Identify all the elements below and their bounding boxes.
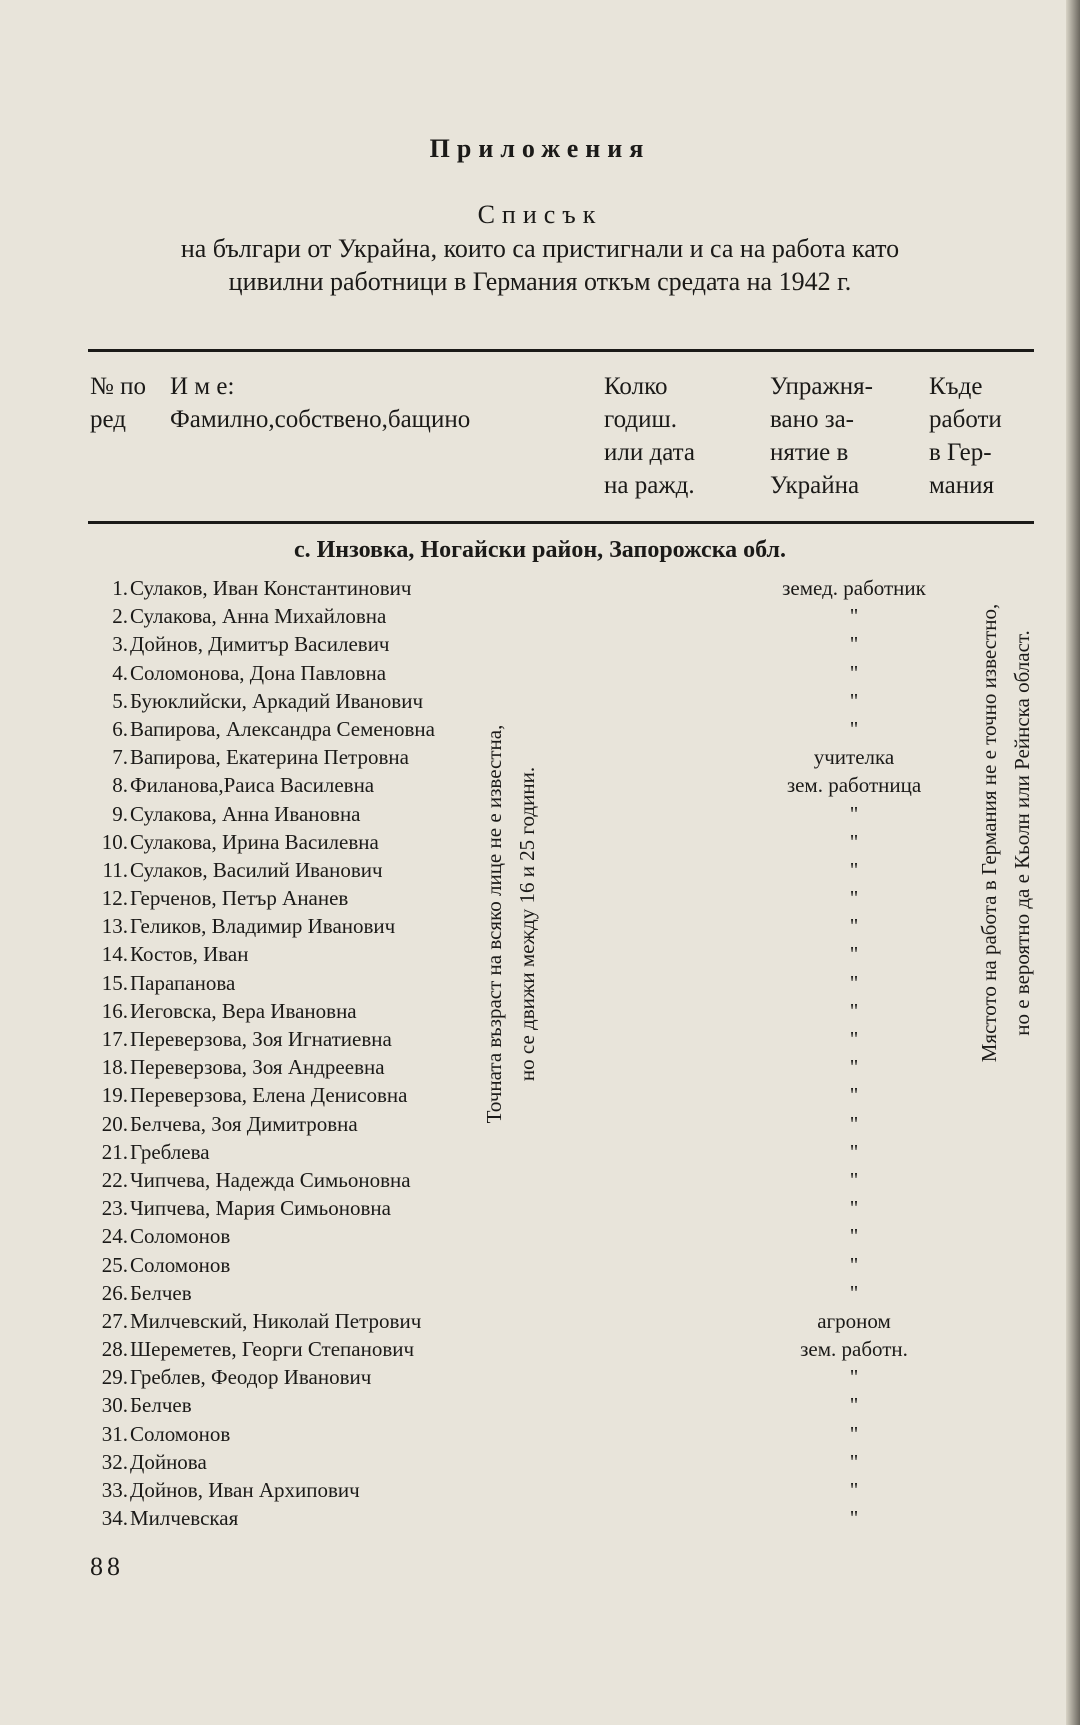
- row-number: 32.: [101, 1449, 128, 1474]
- row-occupation: ": [849, 914, 859, 939]
- row-name: Сулаков, Иван Константинович: [130, 576, 412, 600]
- page-number: 88: [90, 1552, 124, 1581]
- row-number: 2.: [112, 604, 128, 629]
- row-number: 22.: [101, 1167, 128, 1192]
- row-number: 15.: [101, 970, 128, 995]
- row-name: Переверзова, Зоя Андреевна: [130, 1055, 385, 1080]
- row-occupation: ": [849, 1421, 859, 1446]
- row-number: 27.: [101, 1308, 128, 1333]
- row-name: Греблев, Феодор Иванович: [130, 1365, 372, 1390]
- list-row: [84, 1335, 964, 1363]
- list-row: [84, 1476, 964, 1504]
- row-occupation: ": [849, 1196, 859, 1221]
- title-line-2: цивилни работници в Германия откъм средата на 1942 г.: [228, 267, 852, 296]
- row-name: Соломонов: [130, 1224, 231, 1249]
- row-name: Сулакова, Ирина Василевна: [130, 829, 379, 854]
- row-occupation: ": [849, 1280, 859, 1305]
- row-number: 11.: [102, 857, 128, 882]
- title-word: Списък: [477, 200, 603, 229]
- table-rule-top: [88, 349, 1034, 352]
- list-row: [84, 1448, 964, 1476]
- row-number: 28.: [101, 1337, 128, 1362]
- row-occupation: учителка: [813, 745, 895, 770]
- row-number: 12.: [101, 886, 128, 911]
- row-occupation: ": [849, 1449, 859, 1474]
- row-occupation: ": [849, 1506, 859, 1531]
- row-number: 30.: [101, 1393, 128, 1418]
- row-occupation: ": [849, 970, 859, 995]
- row-name: Геликов, Владимир Иванович: [130, 914, 396, 939]
- row-number: 29.: [101, 1365, 128, 1390]
- row-name: Белчев: [130, 1280, 192, 1305]
- row-occupation: ": [849, 1027, 859, 1051]
- col-header-workplace: Къде работи в Гер- мания: [929, 373, 1002, 499]
- row-number: 16.: [101, 998, 128, 1023]
- section-title: с. Инзовка, Ногайски район, Запорожска обл.: [293, 537, 787, 563]
- row-number: 5.: [112, 688, 128, 713]
- row-name: Буюклийски, Аркадий Иванович: [130, 688, 424, 713]
- list-row: [84, 1420, 964, 1448]
- row-number: 3.: [112, 632, 128, 657]
- row-name: Милчевский, Николай Петрович: [130, 1308, 422, 1333]
- row-occupation: земед. работник: [782, 576, 926, 600]
- workplace-note-line-2: но е вероятно да е Кьолн или Рейнска област.: [1010, 630, 1034, 1036]
- row-occupation: ": [849, 1224, 859, 1249]
- row-name: Милчевская: [130, 1506, 239, 1531]
- list-row: [84, 574, 964, 602]
- row-name: Соломонов: [130, 1252, 231, 1277]
- list-row: [84, 1363, 964, 1391]
- row-occupation: ": [849, 801, 859, 826]
- row-occupation: ": [849, 1478, 859, 1502]
- list-row: [84, 1307, 964, 1335]
- row-name: Вапирова, Александра Семеновна: [130, 716, 435, 741]
- row-number: 33.: [101, 1478, 128, 1502]
- row-number: 34.: [101, 1506, 128, 1531]
- row-number: 26.: [101, 1280, 128, 1305]
- row-occupation: ": [849, 632, 859, 657]
- row-name: Чипчева, Мария Симьоновна: [130, 1196, 391, 1221]
- list-row: [84, 1222, 964, 1250]
- row-name: Греблева: [130, 1139, 210, 1164]
- row-number: 10.: [101, 829, 128, 854]
- list-row: [84, 1279, 964, 1307]
- row-number: 9.: [112, 801, 128, 826]
- row-name: Дойнов, Димитър Василевич: [130, 632, 390, 657]
- row-number: 14.: [101, 942, 128, 967]
- row-number: 31.: [101, 1421, 128, 1446]
- page-heading: Приложения: [429, 134, 651, 163]
- row-name: Герченов, Петър Ананев: [130, 886, 349, 911]
- row-occupation: ": [849, 886, 859, 911]
- row-number: 13.: [101, 914, 128, 939]
- row-occupation: агроном: [817, 1308, 891, 1333]
- row-name: Сулакова, Анна Михайловна: [130, 604, 387, 629]
- age-note-line-1: Точната възраст на всяко лице не е известна,: [482, 724, 506, 1124]
- row-occupation: зем. работн.: [800, 1337, 908, 1362]
- age-note: [478, 649, 544, 1199]
- row-occupation: ": [849, 716, 859, 741]
- row-occupation: ": [849, 998, 859, 1023]
- row-occupation: ": [849, 604, 859, 629]
- row-occupation: ": [849, 942, 859, 967]
- row-name: Дойнова: [130, 1449, 207, 1474]
- table-rule-header: [88, 521, 1034, 524]
- row-occupation: ": [849, 1167, 859, 1192]
- col-header-age: Колко годиш. или дата на ражд.: [604, 373, 695, 499]
- row-number: 4.: [112, 660, 128, 685]
- row-occupation: ": [849, 688, 859, 713]
- row-occupation: ": [849, 1393, 859, 1418]
- row-name: Шереметев, Георги Степанович: [130, 1337, 415, 1362]
- col-header-occupation: Упражня- вано за- нятие в Украйна: [770, 373, 873, 499]
- row-name: Дойнов, Иван Архипович: [130, 1478, 360, 1502]
- row-occupation: ": [849, 1139, 859, 1164]
- row-number: 7.: [112, 745, 128, 770]
- row-name: Соломонова, Дона Павловна: [130, 660, 387, 685]
- row-number: 24.: [101, 1224, 128, 1249]
- col-header-number: № по ред: [90, 373, 146, 433]
- row-name: Сулаков, Василий Иванович: [130, 857, 383, 882]
- list-title: [0, 198, 1080, 298]
- row-number: 1.: [112, 576, 128, 600]
- title-line-1: на българи от Украйна, които са пристигнали и са на работа като: [180, 234, 900, 263]
- list-row: [84, 1504, 964, 1532]
- row-name: Белчева, Зоя Димитровна: [130, 1111, 358, 1136]
- row-name: Костов, Иван: [130, 942, 249, 967]
- row-occupation: ": [849, 1111, 859, 1136]
- age-note-line-2: но се движи между 16 и 25 години.: [515, 766, 539, 1082]
- row-name: Чипчева, Надежда Симьоновна: [130, 1167, 411, 1192]
- row-occupation: ": [849, 829, 859, 854]
- row-occupation: ": [849, 1252, 859, 1277]
- row-number: 8.: [112, 773, 128, 798]
- row-occupation: зем. работница: [786, 773, 922, 798]
- row-number: 25.: [101, 1252, 128, 1277]
- row-name: Иеговска, Вера Ивановна: [130, 998, 357, 1023]
- list-row: [84, 1391, 964, 1419]
- row-name: Переверзова, Зоя Игнатиевна: [130, 1027, 392, 1051]
- row-name: Сулакова, Анна Ивановна: [130, 801, 361, 826]
- list-row: [84, 1251, 964, 1279]
- row-occupation: ": [849, 660, 859, 685]
- row-name: Переверзова, Елена Денисовна: [130, 1083, 408, 1108]
- row-name: Соломонов: [130, 1421, 231, 1446]
- row-number: 18.: [101, 1055, 128, 1080]
- col-header-name: И м е: Фамилно,собствено,бащино: [170, 373, 471, 433]
- row-name: Парапанова: [130, 970, 236, 995]
- workplace-note: [973, 483, 1039, 1183]
- row-name: Филанова,Раиса Василевна: [130, 773, 375, 798]
- row-occupation: ": [849, 1365, 859, 1390]
- row-number: 6.: [112, 716, 128, 741]
- row-number: 19.: [101, 1083, 128, 1108]
- row-name: Белчев: [130, 1393, 192, 1418]
- row-name: Вапирова, Екатерина Петровна: [130, 745, 409, 770]
- row-number: 23.: [101, 1196, 128, 1221]
- row-occupation: ": [849, 857, 859, 882]
- row-number: 21.: [101, 1139, 128, 1164]
- row-occupation: ": [849, 1083, 859, 1108]
- row-number: 17.: [101, 1027, 128, 1051]
- workplace-note-line-1: Мястото на работа в Германия не е точно известно,: [977, 603, 1001, 1063]
- row-occupation: ": [849, 1055, 859, 1080]
- list-row: [84, 602, 964, 630]
- row-number: 20.: [101, 1111, 128, 1136]
